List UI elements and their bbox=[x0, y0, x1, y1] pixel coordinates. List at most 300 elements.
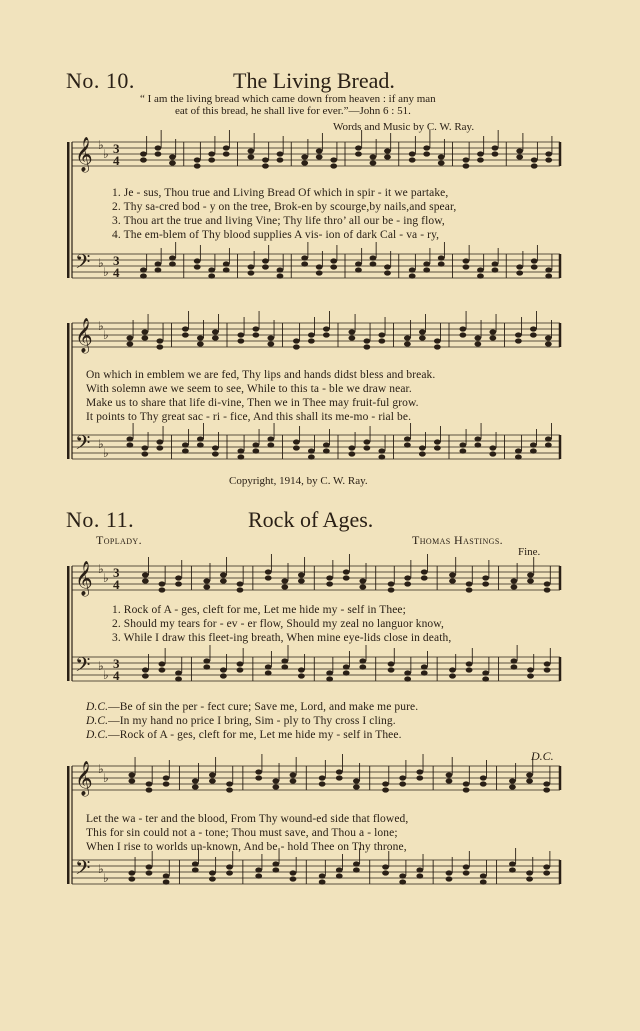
hymn-10-system-2-note bbox=[197, 442, 204, 447]
hymn-10-system-1-note bbox=[208, 273, 215, 278]
hymn-10-system-2-note bbox=[459, 332, 466, 337]
hymn-10-system-2-brace bbox=[67, 323, 70, 459]
hymn-11-system-1-note bbox=[203, 578, 210, 583]
hymn-11-system-2-note bbox=[480, 775, 487, 780]
hymn-11-system-2-note bbox=[146, 787, 153, 792]
hymn-11-system-1-note bbox=[388, 587, 395, 592]
hymn-10-system-2-note bbox=[348, 451, 355, 456]
hymn-11-system-2-note bbox=[526, 876, 533, 881]
hymn-10-system-2-note bbox=[363, 338, 370, 343]
hymn-10-system-2-note bbox=[489, 335, 496, 340]
hymn-10-system-1-note bbox=[301, 160, 308, 165]
hymn-10-system-1-note bbox=[492, 267, 499, 272]
hymn-10-system-1-note bbox=[516, 154, 523, 159]
hymn-11-system-2-note bbox=[416, 867, 423, 872]
hymn-11-system-1-note bbox=[527, 572, 534, 577]
hymn-10-system-1-note bbox=[140, 273, 147, 278]
hymn-11-system-1-note bbox=[203, 664, 210, 669]
hymn-10-system-1-note bbox=[301, 154, 308, 159]
hymn-11-system-2-note bbox=[272, 867, 279, 872]
hymn-10-system-2-note bbox=[515, 448, 522, 453]
hymn-10-system-2-note bbox=[308, 448, 315, 453]
hymn-10-system-2-note bbox=[182, 326, 189, 331]
hymn-10-verse-4-line-1: 4. The em-blem of Thy blood supplies A vis- ion of dark Cal - va - ry, bbox=[112, 229, 440, 241]
hymn-10-epigraph-line-1: “ I am the living bread which came down from heaven : if any man bbox=[140, 93, 436, 105]
hymn-10-verse-2-line-2: With solemn awe we seem to see, While to this ta - ble we draw near. bbox=[86, 383, 412, 395]
hymn-10-system-2-note bbox=[515, 332, 522, 337]
hymn-10-system-1-note bbox=[169, 154, 176, 159]
hymn-10-system-1-note bbox=[169, 261, 176, 266]
hymn-10-verse-1-line-1: 1. Je - sus, Thou true and Living Bread Of which in spir - it we partake, bbox=[112, 187, 449, 199]
hymn-10-system-2-note bbox=[404, 442, 411, 447]
hymn-10-system-2-note bbox=[212, 335, 219, 340]
hymn-11-system-2-note bbox=[509, 784, 516, 789]
hymn-11-system-1-note bbox=[326, 670, 333, 675]
hymn-11-system-2-note bbox=[526, 870, 533, 875]
hymn-11-system-2-note bbox=[399, 775, 406, 780]
hymn-10-system-2-note bbox=[545, 341, 552, 346]
hymn-11-system-1-note bbox=[159, 667, 166, 672]
hymn-10-epigraph-line-2: eat of this bread, he shall live for ever.”—John 6 : 51. bbox=[175, 105, 411, 117]
hymn-11-system-1-note bbox=[511, 658, 518, 663]
hymn-10-system-1-note bbox=[463, 258, 470, 263]
hymn-11-system-1-note bbox=[142, 673, 149, 678]
hymn-11-words-author: Toplady. bbox=[96, 533, 142, 547]
hymn-10-system-1-flat-icon: ♭ bbox=[98, 138, 104, 152]
hymn-10-system-2-note bbox=[293, 445, 300, 450]
hymn-11-system-2-note bbox=[226, 781, 233, 786]
hymn-11-system-2-note bbox=[209, 778, 216, 783]
hymn-11-system-2-note bbox=[163, 781, 170, 786]
hymn-10-system-2-note bbox=[237, 454, 244, 459]
hymn-10-system-2-note bbox=[459, 448, 466, 453]
hymn-11-system-2-note bbox=[399, 873, 406, 878]
hymn-11-system-1-note bbox=[527, 673, 534, 678]
hymn-11-system-1-note bbox=[203, 658, 210, 663]
hymn-10-copyright: Copyright, 1914, by C. W. Ray. bbox=[229, 475, 368, 487]
hymn-11-verse-1-line-2: Let the wa - ter and the blood, From Thy wound-ed side that flowed, bbox=[86, 813, 409, 825]
hymn-11-system-2-bass-clef-icon: 𝄢 bbox=[75, 856, 91, 884]
hymn-10-system-1-flat-icon: ♭ bbox=[103, 265, 109, 279]
hymn-11-system-1-note bbox=[449, 578, 456, 583]
hymn-10-system-1-note bbox=[140, 267, 147, 272]
hymn-11-system-1-note bbox=[359, 578, 366, 583]
hymn-10-system-1-note bbox=[155, 261, 162, 266]
hymn-10-system-2-note bbox=[156, 344, 163, 349]
hymn-10-system-2-note bbox=[126, 335, 133, 340]
hymn-10-system-2-note bbox=[434, 445, 441, 450]
hymn-11-system-2-treble-clef-icon: 𝄞 bbox=[75, 761, 93, 796]
hymn-10-system-2-note bbox=[404, 436, 411, 441]
hymn-10-system-2-note bbox=[293, 338, 300, 343]
hymn-11-system-2-note bbox=[416, 769, 423, 774]
hymn-11-system-1-note bbox=[359, 664, 366, 669]
hymn-11-system-2-note bbox=[290, 870, 297, 875]
hymn-10-system-1-note bbox=[463, 264, 470, 269]
hymn-10-verse-3-line-2: Make us to share that life di-vine, Then we in Thee may fruit-ful grow. bbox=[86, 397, 419, 409]
hymn-11-system-1-note bbox=[281, 584, 288, 589]
hymn-10-system-2-note bbox=[156, 338, 163, 343]
hymn-10-system-2-note bbox=[419, 335, 426, 340]
hymn-10-system-2-note bbox=[515, 338, 522, 343]
hymn-11-system-1-time-signature: 4 bbox=[113, 668, 120, 683]
hymn-11-system-1-bass-clef-icon: 𝄢 bbox=[75, 653, 91, 681]
hymn-11-system-2-note bbox=[463, 787, 470, 792]
hymn-11-system-2-note bbox=[463, 870, 470, 875]
hymn-10-system-2-note bbox=[267, 442, 274, 447]
hymn-10-system-1-note bbox=[155, 151, 162, 156]
hymn-10-system-1-note bbox=[330, 163, 337, 168]
hymn-10-system-1-note bbox=[545, 267, 552, 272]
hymn-10-system-2-note bbox=[474, 335, 481, 340]
hymn-10-system-2-note bbox=[267, 436, 274, 441]
hymn-10-system-1-note bbox=[477, 267, 484, 272]
hymn-11-system-2-note bbox=[446, 772, 453, 777]
hymn-10-system-1-note bbox=[531, 157, 538, 162]
hymn-10-system-1-time-signature: 4 bbox=[113, 153, 120, 168]
hymn-10-system-2-note bbox=[474, 436, 481, 441]
hymn-11-system-1-note bbox=[421, 575, 428, 580]
hymn-11-system-1-note bbox=[544, 661, 551, 666]
hymn-10-system-2-note bbox=[363, 445, 370, 450]
hymn-10-system-2-note bbox=[252, 326, 259, 331]
hymn-11-system-1-note bbox=[237, 667, 244, 672]
hymn-11-system-1-note bbox=[265, 670, 272, 675]
hymn-10-system-2-note bbox=[404, 341, 411, 346]
hymn-10-system-2-note bbox=[126, 442, 133, 447]
hymn-11-system-2-note bbox=[290, 876, 297, 881]
hymn-11-system-1-note bbox=[466, 587, 473, 592]
hymn-10-system-2-note bbox=[404, 335, 411, 340]
hymn-10-system-1-note bbox=[155, 267, 162, 272]
hymn-11-system-1-note bbox=[511, 584, 518, 589]
hymn-10-system-1-note bbox=[409, 267, 416, 272]
hymn-11-dc-mark: D.C. bbox=[531, 749, 554, 763]
hymn-11-system-2-note bbox=[509, 861, 516, 866]
hymn-10-system-1-brace bbox=[67, 142, 70, 278]
hymn-10-system-2-note bbox=[308, 338, 315, 343]
hymn-11-verse-3-line-1: 3. While I draw this fleet-ing breath, When mine eye-lids close in death, bbox=[112, 632, 452, 644]
hymn-11-system-1-time-signature: 4 bbox=[113, 577, 120, 592]
hymn-11-system-1-treble-clef-icon: 𝄞 bbox=[75, 561, 93, 596]
hymn-11-system-1-note bbox=[142, 572, 149, 577]
hymn-10-system-1-flat-icon: ♭ bbox=[103, 147, 109, 161]
hymn-11-system-2-note bbox=[526, 778, 533, 783]
hymn-10-system-1-note bbox=[277, 267, 284, 272]
dc-label: D.C. bbox=[86, 701, 109, 713]
hymn-11-system-1-note bbox=[298, 578, 305, 583]
hymn-11-system-2-note bbox=[226, 870, 233, 875]
hymn-10-system-1-time-signature: 4 bbox=[113, 265, 120, 280]
hymn-10-system-2-note bbox=[126, 436, 133, 441]
hymn-10-system-1-note bbox=[316, 154, 323, 159]
hymn-11-system-2-note bbox=[446, 870, 453, 875]
hymn-10-system-1-note bbox=[355, 145, 362, 150]
hymn-11-system-2-note bbox=[192, 867, 199, 872]
hymn-11-system-1-note bbox=[220, 578, 227, 583]
hymn-10-system-1-note bbox=[316, 270, 323, 275]
hymn-11-system-2-note bbox=[509, 778, 516, 783]
hymn-11-system-1-note bbox=[466, 581, 473, 586]
hymn-10-system-1-time-signature: 3 bbox=[113, 141, 120, 156]
hymn-11-system-1-note bbox=[175, 670, 182, 675]
hymn-10-system-2-note bbox=[126, 341, 133, 346]
hymn-10-system-1-note bbox=[194, 163, 201, 168]
hymn-10-system-2-note bbox=[419, 329, 426, 334]
hymn-11-system-2-note bbox=[353, 784, 360, 789]
hymn-10-system-2-note bbox=[515, 454, 522, 459]
hymn-10-system-1-note bbox=[492, 151, 499, 156]
hymn-10-system-1-note bbox=[477, 157, 484, 162]
hymn-11-number: No. 11. bbox=[66, 507, 135, 532]
hymn-10-system-1-note bbox=[277, 151, 284, 156]
hymn-11-system-2-flat-icon: ♭ bbox=[98, 862, 104, 876]
hymn-10-system-1-note bbox=[545, 157, 552, 162]
hymn-10-system-1-note bbox=[545, 151, 552, 156]
hymn-10-system-2-note bbox=[378, 454, 385, 459]
hymn-11-system-2-note bbox=[209, 870, 216, 875]
hymn-10-system-1-note bbox=[248, 270, 255, 275]
hymn-11-title: Rock of Ages. bbox=[248, 507, 374, 532]
hymn-10-system-1-note bbox=[370, 255, 377, 260]
hymn-11-system-2-note bbox=[163, 879, 170, 884]
hymn-10-system-1-note bbox=[223, 261, 230, 266]
hymn-11-system-1-time-signature: 3 bbox=[113, 656, 120, 671]
hymn-10-system-1-note bbox=[355, 151, 362, 156]
hymn-10-system-2-note bbox=[378, 448, 385, 453]
hymn-10-system-2-note bbox=[267, 335, 274, 340]
hymn-10-system-1-note bbox=[262, 258, 269, 263]
hymn-11-system-1-note bbox=[482, 575, 489, 580]
hymn-11-system-1-note bbox=[404, 676, 411, 681]
hymn-10-system-1-note bbox=[262, 157, 269, 162]
hymn-10-system-2-bass-clef-icon: 𝄢 bbox=[75, 431, 91, 459]
hymn-11-system-2-note bbox=[192, 784, 199, 789]
hymn-10-system-2-note bbox=[348, 335, 355, 340]
hymn-11-system-2-note bbox=[543, 787, 550, 792]
hymn-10-system-1-note bbox=[223, 145, 230, 150]
hymn-11-system-2-note bbox=[336, 775, 343, 780]
hymn-10-system-1-note bbox=[423, 267, 430, 272]
hymn-11-system-1-note bbox=[203, 584, 210, 589]
hymn-11-system-2-note bbox=[209, 876, 216, 881]
hymn-10-system-2-note bbox=[419, 451, 426, 456]
hymn-10-system-1-note bbox=[384, 264, 391, 269]
hymn-10-system-1-note bbox=[463, 157, 470, 162]
hymn-10-system-1-note bbox=[492, 145, 499, 150]
hymn-11-system-1-note bbox=[265, 664, 272, 669]
hymn-11-system-2-note bbox=[463, 781, 470, 786]
hymn-11-system-2-brace bbox=[67, 766, 70, 884]
hymn-11-system-1-note bbox=[421, 670, 428, 675]
hymn-11-system-2-note bbox=[192, 778, 199, 783]
hymn-11-system-2-note bbox=[290, 772, 297, 777]
hymn-10-system-2-note bbox=[474, 442, 481, 447]
hymn-11-system-2-note bbox=[128, 876, 135, 881]
hymn-11-system-2-note bbox=[319, 873, 326, 878]
hymn-11-system-1-note bbox=[281, 664, 288, 669]
hymn-11-system-1-note bbox=[281, 658, 288, 663]
hymn-10-system-2-note bbox=[419, 445, 426, 450]
hymn-11-system-2-flat-icon: ♭ bbox=[103, 771, 109, 785]
hymn-10-system-1-note bbox=[384, 270, 391, 275]
hymn-10-system-1-note bbox=[301, 255, 308, 260]
hymn-11-system-1-note bbox=[466, 667, 473, 672]
hymn-11-system-2-note bbox=[272, 784, 279, 789]
hymn-11-system-2-note bbox=[319, 775, 326, 780]
hymn-10-verse-4-line-2: It points to Thy great sac - ri - fice, And this shall its me-mo - rial be. bbox=[86, 411, 412, 423]
hymn-11-system-1-note bbox=[449, 667, 456, 672]
hymn-10-system-1-note bbox=[223, 151, 230, 156]
hymn-11-system-1-note bbox=[404, 581, 411, 586]
hymn-10-system-2-note bbox=[197, 436, 204, 441]
hymn-11-music-author: Thomas Hastings. bbox=[412, 533, 504, 547]
hymn-11-system-2-note bbox=[163, 775, 170, 780]
hymn-11-system-1-note bbox=[466, 661, 473, 666]
hymn-10-number: No. 10. bbox=[66, 68, 135, 93]
hymn-10-system-1-flat-icon: ♭ bbox=[98, 256, 104, 270]
hymn-11-system-2-note bbox=[382, 864, 389, 869]
hymn-10-system-1-note bbox=[423, 151, 430, 156]
hymn-10-title: The Living Bread. bbox=[233, 68, 395, 93]
hymn-10-system-2-note bbox=[363, 344, 370, 349]
hymn-11-system-1-time-signature: 3 bbox=[113, 565, 120, 580]
hymn-10-system-1-treble-clef-icon: 𝄞 bbox=[75, 137, 93, 172]
hymn-10-system-2-note bbox=[141, 329, 148, 334]
hymn-11-system-1-note bbox=[511, 578, 518, 583]
hymn-10-system-1-note bbox=[384, 148, 391, 153]
hymn-10-system-1-note bbox=[355, 267, 362, 272]
hymn-11-system-2-note bbox=[399, 781, 406, 786]
hymn-10-system-1-note bbox=[370, 160, 377, 165]
hymn-10-system-1-note bbox=[208, 151, 215, 156]
hymn-11-verse-2-line-2: This for sin could not a - tone; Thou must save, and Thou a - lone; bbox=[86, 827, 398, 839]
hymn-10-system-1-bass-clef-icon: 𝄢 bbox=[75, 250, 91, 278]
hymn-11-system-1-note bbox=[220, 572, 227, 577]
hymn-11-system-1-flat-icon: ♭ bbox=[98, 659, 104, 673]
hymn-10-system-1-note bbox=[194, 157, 201, 162]
hymn-10-system-2-note bbox=[293, 344, 300, 349]
hymn-11-system-1-brace bbox=[67, 566, 70, 681]
hymn-11-system-1-note bbox=[343, 670, 350, 675]
hymn-11-system-1-note bbox=[159, 587, 166, 592]
hymn-11-system-1-note bbox=[265, 575, 272, 580]
hymn-10-system-2-note bbox=[434, 439, 441, 444]
hymn-10-system-2-note bbox=[252, 332, 259, 337]
hymn-11-system-1-note bbox=[220, 667, 227, 672]
hymn-10-system-1-note bbox=[409, 157, 416, 162]
hymn-11-system-1-flat-icon: ♭ bbox=[103, 571, 109, 585]
hymn-11-system-2-note bbox=[509, 867, 516, 872]
hymn-11-system-2-note bbox=[336, 769, 343, 774]
hymn-10-system-1-note bbox=[463, 163, 470, 168]
hymn-10-system-1-note bbox=[423, 261, 430, 266]
hymn-11-system-1-note bbox=[142, 667, 149, 672]
hymn-10-system-2-note bbox=[530, 448, 537, 453]
hymn-10-system-1-note bbox=[492, 261, 499, 266]
hymn-11-system-1-note bbox=[237, 581, 244, 586]
hymn-11-system-2-note bbox=[382, 781, 389, 786]
hymn-11-system-2-note bbox=[353, 778, 360, 783]
hymn-10-system-2-note bbox=[363, 439, 370, 444]
hymn-11-system-1-note bbox=[237, 587, 244, 592]
hymn-10-system-2-note bbox=[197, 335, 204, 340]
hymn-10-system-1-note bbox=[370, 154, 377, 159]
hymn-11-system-1-note bbox=[511, 664, 518, 669]
hymn-10-system-2-note bbox=[459, 442, 466, 447]
hymn-11-system-1-note bbox=[220, 673, 227, 678]
hymn-11-system-2-note bbox=[272, 778, 279, 783]
hymn-11-system-2-note bbox=[226, 787, 233, 792]
hymn-11-system-2-note bbox=[319, 879, 326, 884]
hymn-10-system-2-note bbox=[197, 341, 204, 346]
hymn-11-system-1-note bbox=[449, 572, 456, 577]
hymn-11-system-1-note bbox=[175, 581, 182, 586]
hymn-11-system-1-note bbox=[326, 581, 333, 586]
hymn-10-system-2-note bbox=[474, 341, 481, 346]
hymn-10-system-1-note bbox=[140, 157, 147, 162]
hymn-10-system-2-note bbox=[237, 332, 244, 337]
hymn-10-system-2-note bbox=[489, 329, 496, 334]
hymn-11-dc-line-2 bbox=[86, 714, 396, 728]
hymn-11-system-1-flat-icon: ♭ bbox=[98, 562, 104, 576]
hymn-10-system-2-note bbox=[530, 326, 537, 331]
hymn-11-system-1-note bbox=[482, 670, 489, 675]
hymn-10-system-1-note bbox=[531, 163, 538, 168]
hymn-10-system-2-note bbox=[323, 332, 330, 337]
hymn-10-system-1-time-signature: 3 bbox=[113, 253, 120, 268]
hymn-11-system-2-note bbox=[463, 864, 470, 869]
dc-label: D.C. bbox=[86, 715, 109, 727]
hymn-10-system-2-note bbox=[434, 344, 441, 349]
hymn-10-system-1-note bbox=[516, 264, 523, 269]
hymn-10-system-2-note bbox=[323, 326, 330, 331]
hymn-11-system-2-note bbox=[128, 778, 135, 783]
hymn-10-verse-2-line-1: 2. Thy sa-cred bod - y on the tree, Brok-en by scourge,by nails,and spear, bbox=[112, 201, 457, 213]
hymn-11-system-1-note bbox=[388, 667, 395, 672]
hymn-11-system-1-note bbox=[326, 575, 333, 580]
hymn-11-system-2-note bbox=[382, 870, 389, 875]
hymn-10-system-2-flat-icon: ♭ bbox=[103, 446, 109, 460]
hymn-11-system-2-note bbox=[290, 778, 297, 783]
hymn-11-system-1-note bbox=[237, 661, 244, 666]
hymn-11-system-1-note bbox=[404, 670, 411, 675]
hymn-10-verse-1-line-2: On which in emblem we are fed, Thy lips and hands didst bless and break. bbox=[86, 369, 436, 381]
hymn-11-system-1-note bbox=[343, 664, 350, 669]
hymn-11-system-1-note bbox=[544, 667, 551, 672]
hymn-10-system-2-note bbox=[489, 451, 496, 456]
hymn-11-system-2-note bbox=[146, 870, 153, 875]
hymn-11-system-2-note bbox=[543, 781, 550, 786]
hymn-10-system-2-note bbox=[545, 442, 552, 447]
hymn-10-system-1-note bbox=[316, 148, 323, 153]
hymn-11-system-1-note bbox=[265, 569, 272, 574]
hymn-11-system-2-note bbox=[255, 775, 262, 780]
hymn-10-system-1-note bbox=[262, 264, 269, 269]
hymn-11-system-1-note bbox=[421, 664, 428, 669]
hymn-10-system-1-note bbox=[248, 148, 255, 153]
hymn-11-system-2-note bbox=[146, 864, 153, 869]
hymn-11-system-1-note bbox=[298, 667, 305, 672]
hymn-10-system-1-note bbox=[438, 261, 445, 266]
hymn-10-system-1-note bbox=[330, 258, 337, 263]
hymn-10-system-2-note bbox=[545, 436, 552, 441]
hymn-10-system-1-note bbox=[316, 264, 323, 269]
hymn-10-system-1-note bbox=[516, 148, 523, 153]
hymn-11-system-1-note bbox=[159, 661, 166, 666]
hymn-11-system-2-flat-icon: ♭ bbox=[98, 762, 104, 776]
hymn-11-system-2-note bbox=[226, 864, 233, 869]
